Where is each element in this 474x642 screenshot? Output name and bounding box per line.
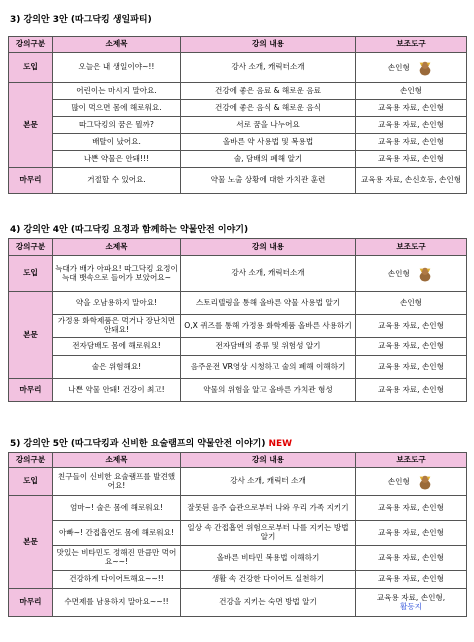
table-row xyxy=(9,521,467,546)
tool-cell: 교육용 자료, 손인형 xyxy=(356,100,467,117)
header-tool: 보조도구 xyxy=(356,239,467,256)
header-content: 강의 내용 xyxy=(181,37,356,53)
table-row xyxy=(9,356,467,379)
header-content: 강의 내용 xyxy=(181,239,356,256)
phase-cell: 본문 xyxy=(9,496,53,589)
phase-cell: 도입 xyxy=(9,53,53,83)
subtitle-cell: 아빠~! 간접흡연도 몸에 해로워요! xyxy=(53,521,181,546)
subtitle-cell: 배탈이 났어요. xyxy=(53,134,181,151)
phase-cell: 도입 xyxy=(9,468,53,496)
content-cell: 올바른 비타민 복용법 이해하기 xyxy=(181,546,356,571)
table-row xyxy=(9,100,467,117)
content-cell: 스토리텔링을 통해 올바른 약물 사용법 알기 xyxy=(181,292,356,315)
content-cell: 강사 소개, 캐릭터소개 xyxy=(181,256,356,292)
table-row xyxy=(9,496,467,521)
mascot-icon xyxy=(416,474,434,490)
subtitle-cell: 따그닥킹의 꿈은 뭘까? xyxy=(53,117,181,134)
phase-cell: 마무리 xyxy=(9,589,53,617)
lesson-table xyxy=(8,452,467,617)
header-category: 강의구분 xyxy=(9,453,53,468)
tool-cell xyxy=(356,256,467,292)
subtitle-cell: 많이 먹으면 몸에 해로워요. xyxy=(53,100,181,117)
tool-cell: 교육용 자료, 손인형 xyxy=(356,338,467,356)
subtitle-cell: 약을 오남용하지 말아요! xyxy=(53,292,181,315)
section-title xyxy=(10,436,292,449)
subtitle-cell: 엄마~! 술은 몸에 해로워요! xyxy=(53,496,181,521)
subtitle-cell: 가정용 화학제품은 먹거나 장난치면 안돼요! xyxy=(53,315,181,338)
content-cell: 음주운전 VR영상 시청하고 술의 폐해 이해하기 xyxy=(181,356,356,379)
tool-text: 교육용 자료, 손인형, xyxy=(376,592,446,602)
section-title-text: 5) 강의안 5안 (따그닥킹과 신비한 요술램프의 약물안전 이야기) xyxy=(10,439,266,449)
tool-cell: 교육용 자료, 손인형 xyxy=(356,151,467,168)
subtitle-cell: 수면제를 남용하지 말아요~~!! xyxy=(53,589,181,617)
phase-cell: 마무리 xyxy=(9,168,53,194)
tool-cell: 교육용 자료, 손신호등, 손인형 xyxy=(356,168,467,194)
subtitle-cell: 거절할 수 있어요. xyxy=(53,168,181,194)
subtitle-cell: 오늘은 내 생일이야~!! xyxy=(53,53,181,83)
content-cell: 건강을 지키는 숙면 방법 알기 xyxy=(181,589,356,617)
content-cell: 생활 속 건강한 다이어트 실천하기 xyxy=(181,571,356,589)
header-subtitle: 소제목 xyxy=(53,453,181,468)
subtitle-cell: 나쁜 약물 안돼! 건강이 최고! xyxy=(53,379,181,402)
subtitle-cell: 어린이는 마시지 말아요. xyxy=(53,83,181,100)
content-cell: 술, 담배의 폐해 알기 xyxy=(181,151,356,168)
subtitle-cell: 전자담배도 몸에 해로워요! xyxy=(53,338,181,356)
table-row xyxy=(9,256,467,292)
tool-text: 손인형 xyxy=(387,476,410,486)
content-cell: 강사 소개, 캐릭터 소개 xyxy=(181,468,356,496)
table-row xyxy=(9,315,467,338)
content-cell: 건강에 좋은 음료 & 해로운 음료 xyxy=(181,83,356,100)
content-cell: 서로 꿈을 나누어요 xyxy=(181,117,356,134)
subtitle-cell: 친구들이 신비한 요술램프를 발견했어요! xyxy=(53,468,181,496)
phase-cell: 도입 xyxy=(9,256,53,292)
tool-cell xyxy=(356,468,467,496)
table-row xyxy=(9,168,467,194)
new-badge: NEW xyxy=(268,439,293,449)
lesson-table xyxy=(8,36,467,194)
worksheet-label: 활동지 xyxy=(399,601,422,611)
subtitle-cell: 늑대가 배가 아파요! 따그닥킹 요정이 늑대 뱃속으로 들어가 보았어요~ xyxy=(53,256,181,292)
content-cell: 전자담배의 종류 및 위험성 알기 xyxy=(181,338,356,356)
header-content: 강의 내용 xyxy=(181,453,356,468)
table-row xyxy=(9,379,467,402)
content-cell: 약물 노출 상황에 대한 가치관 훈련 xyxy=(181,168,356,194)
table-row xyxy=(9,546,467,571)
subtitle-cell: 건강하게 다이어트해요~~!! xyxy=(53,571,181,589)
content-cell: 일상 속 간접흡연 위험으로부터 나를 지키는 방법 알기 xyxy=(181,521,356,546)
content-cell: 잘못된 음주 습관으로부터 나와 우리 가족 지키기 xyxy=(181,496,356,521)
header-tool: 보조도구 xyxy=(356,37,467,53)
content-cell: 올바른 약 사용법 및 복용법 xyxy=(181,134,356,151)
table-row xyxy=(9,589,467,617)
subtitle-cell: 맛있는 비타민도 정해진 만큼만 먹어요~~! xyxy=(53,546,181,571)
phase-cell: 마무리 xyxy=(9,379,53,402)
table-row xyxy=(9,338,467,356)
tool-cell: 교육용 자료, 손인형 xyxy=(356,117,467,134)
tool-cell: 교육용 자료, 손인형 xyxy=(356,134,467,151)
tool-cell: 손인형 xyxy=(356,83,467,100)
section-title: 3) 강의안 3안 (따그닥킹 생일파티) xyxy=(10,15,152,25)
table-row xyxy=(9,53,467,83)
header-tool: 보조도구 xyxy=(356,453,467,468)
content-cell: 강사 소개, 캐릭터소개 xyxy=(181,53,356,83)
header-category: 강의구분 xyxy=(9,239,53,256)
tool-cell: 교육용 자료, 손인형 xyxy=(356,496,467,521)
table-row xyxy=(9,571,467,589)
lesson-table xyxy=(8,238,467,402)
tool-cell: 교육용 자료, 손인형 xyxy=(356,571,467,589)
tool-cell: 교육용 자료, 손인형 xyxy=(356,315,467,338)
tool-cell: 교육용 자료, 손인형 xyxy=(356,379,467,402)
content-cell: O,X 퀴즈를 통해 가정용 화학제품 올바른 사용하기 xyxy=(181,315,356,338)
phase-cell: 본문 xyxy=(9,83,53,168)
tool-cell xyxy=(356,589,467,617)
table-row xyxy=(9,151,467,168)
table-row xyxy=(9,292,467,315)
tool-cell: 교육용 자료, 손인형 xyxy=(356,521,467,546)
tool-cell: 교육용 자료, 손인형 xyxy=(356,546,467,571)
tool-cell xyxy=(356,53,467,83)
content-cell: 약물의 위험을 알고 올바른 가치관 형성 xyxy=(181,379,356,402)
subtitle-cell: 술은 위험해요! xyxy=(53,356,181,379)
mascot-icon xyxy=(416,266,434,282)
subtitle-cell: 나쁜 약물은 안돼!!! xyxy=(53,151,181,168)
content-cell: 건강에 좋은 음식 & 해로운 음식 xyxy=(181,100,356,117)
mascot-icon xyxy=(416,60,434,76)
table-row xyxy=(9,83,467,100)
header-subtitle: 소제목 xyxy=(53,37,181,53)
phase-cell: 본문 xyxy=(9,292,53,379)
section-title: 4) 강의안 4안 (따그닥킹 요정과 함께하는 약물안전 이야기) xyxy=(10,225,249,235)
tool-cell: 손인형 xyxy=(356,292,467,315)
tool-cell: 교육용 자료, 손인형 xyxy=(356,356,467,379)
table-row xyxy=(9,468,467,496)
table-row xyxy=(9,117,467,134)
table-row xyxy=(9,134,467,151)
header-category: 강의구분 xyxy=(9,37,53,53)
tool-text: 손인형 xyxy=(387,62,410,72)
header-subtitle: 소제목 xyxy=(53,239,181,256)
tool-text: 손인형 xyxy=(387,268,410,278)
